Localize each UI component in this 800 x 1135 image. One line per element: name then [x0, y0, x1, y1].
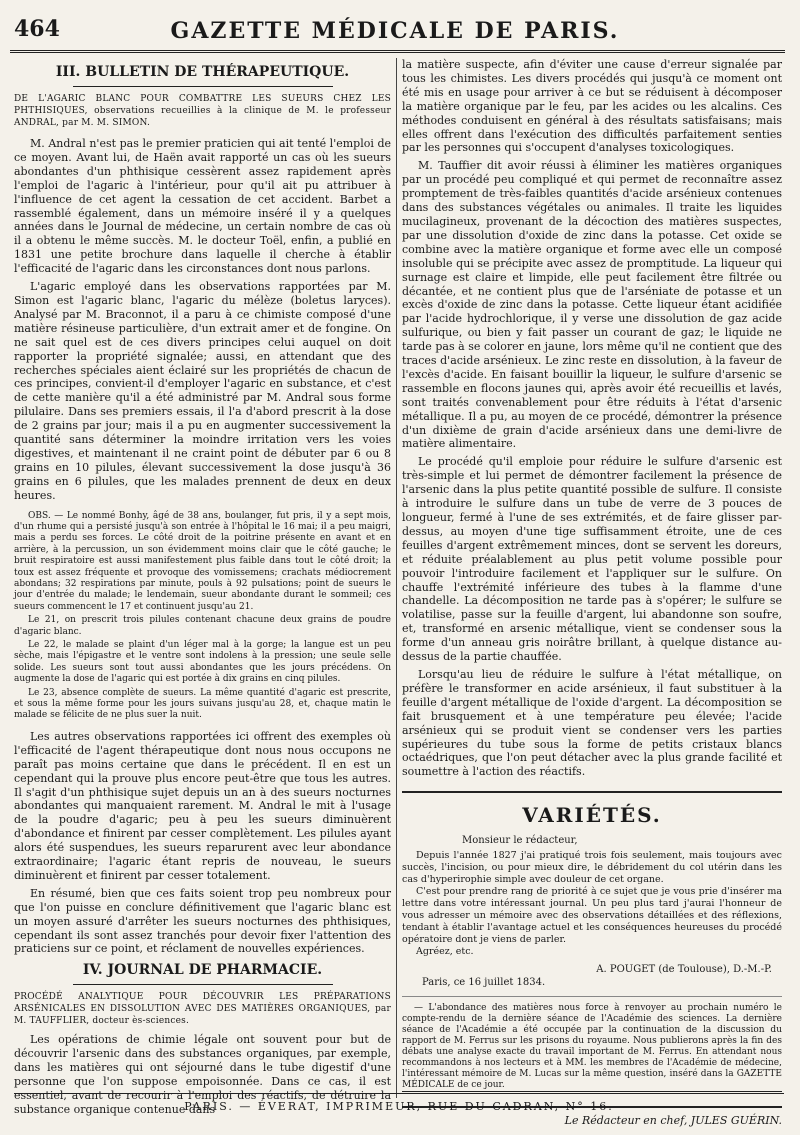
printer-imprint: PARIS. — ÉVERAT, IMPRIMEUR, RUE DU CADRAN, N° 16. [184, 1100, 614, 1113]
section-4-title: IV. JOURNAL DE PHARMACIE. [82, 962, 323, 979]
letter-salutation: Monsieur le rédacteur, [462, 835, 578, 847]
observation-paragraph: Le 22, le malade se plaint d'un léger mal à la gorge; la langue est un peu sèche, mais l'épigastre et le ventre sont indolens à la pression; une seule selle solide. Les sueurs sont tout aussi abondantes que les jours précédens. On augmente la dose de l'agaric qui est portée à dix grains en cinq pilules. [14, 640, 391, 685]
paragraph: la matière suspecte, afin d'éviter une cause d'erreur signalée par tous les chimistes. Les divers procédés qui jusqu'à ce moment ont été mis en usage pour arriver à ce but se réduisent à décomposer la matière organique par le feu, par les acides ou les alcalins. Ces méthodes conduisent en général à des résultats satisfaisans; mais elles offrent dans l'exécution des difficultés parfaitement senties par les personnes qui s'occupent d'analyses toxicologiques. [402, 58, 782, 155]
varietes-title: VARIÉTÉS. [522, 803, 662, 828]
column-divider [396, 58, 397, 1098]
section-3-title: III. BULLETIN DE THÉRAPEUTIQUE. [55, 64, 350, 80]
left-column [14, 58, 391, 1116]
letter-paragraph: C'est pour prendre rang de priorité à ce sujet que je vous prie d'insérer ma lettre dans votre intéressant journal. Un peu plus tard j'aurai l'honneur de vous adresser un mémoire avec des observations détaillées et des réflexions, tendant à établir l'avantage actuel et les conséquences heureuses du procédé opératoire dont je viens de parler. [402, 886, 782, 946]
paragraph: Les autres observations rapportées ici offrent des exemples où l'efficacité de l'agent thérapeutique dont nous nous occupons ne paraît pas moins certaine que dans le précédent. Il en est un cependant qui la prouve plus encore peut-être que tous les autres. Il s'agit d'un phthisique sujet depuis un an à des sueurs nocturnes abondantes qui manquaient rarement. M. Andral le mit à l'usage de la poudre d'agaric; peu à peu les sueurs diminuèrent d'abondance et finirent par cesser complètement. Les pilules ayant alors été suspendues, les sueurs reparurent avec leur abondance extraordinaire; l'agaric étant repris de nouveau, le sueurs diminuèrent et finirent par cesser totalement. [14, 729, 391, 882]
page-header [10, 14, 780, 48]
article-2-heading: PROCÉDÉ ANALYTIQUE POUR DÉCOUVRIR LES PRÉPARATIONS ARSÉNICALES EN DISSOLUTION AVEC DES MATIÈRES ORGANIQUES, par M. TAUFFLIER, docteur ès-sciences. [14, 992, 391, 1027]
paragraph: Le procédé qu'il emploie pour réduire le sulfure d'arsenic est très-simple et lui permet de démontrer facilement la présence de l'arsenic dans la plus petite quantité possible de sulfure. Il consiste à introduire le sulfure dans un tube de verre de 3 pouces de longueur, fermé à l'une de ses extrémités, et de faire glisser par-dessus, au moyen d'une tige suffisamment étroite, une de ces feuilles d'argent extrêmement minces, dont se servent les doreurs, et réduite préalablement au plus petit volume possible pour pouvoir l'introduire facilement et l'appliquer sur le sulfure. On chauffe l'extrémité inférieure des tubes à la flamme d'une chandelle. La décomposition ne tarde pas à s'opérer; le sulfure se volatilise, passe sur la feuille d'argent, lui abandonne son soufre, et, transformé en arsenic métallique, vient se condenser sous la forme d'un anneau gris noirâtre brillant, à quelque distance au-dessus de la partie chauffée. [402, 455, 782, 664]
page-number: 464 [14, 16, 60, 42]
paragraph: Lorsqu'au lieu de réduire le sulfure à l'état métallique, on préfère le transformer en acide arsénieux, il faut substituer à la feuille d'argent métallique de l'oxide d'argent. La décomposition se fait brusquement et à une température peu élevée; l'acide arsénieux qui se produit vient se condenser vers les parties supérieures du tube sous la forme de petits cristaux blancs octaédriques, que l'on peut détacher avec la plus grande facilité et soumettre à l'action des réactifs. [402, 667, 782, 779]
paragraph: L'agaric employé dans les observations rapportées par M. Simon est l'agaric blanc, l'agaric du mélèze (boletus laryces). Analysé par M. Braconnot, il a paru à ce chimiste composé d'une matière résineuse particulière, d'un extrait amer et de fongine. On ne sait quel est de ces divers principes celui auquel on doit rapporter la propriété signalée; aussi, en attendant que des recherches spéciales aient éclairé sur les propriétés de chacun de ces principes, convient-il d'employer l'agaric en substance, et c'est de cette manière qu'il a été administré par M. Andral sous forme pilulaire. Dans ses premiers essais, il l'a d'abord prescrit à la dose de 2 grains par jour; mais il a pu en augmenter successivement la quantité sans déterminer la moindre irritation vers les voies digestives, et maintenant il ne craint point de débuter par 6 ou 8 grains en 10 pilules, élevant successivement la dose jusqu'à 36 grains en 6 pilules, que les malades prennent de deux en deux heures. [14, 280, 391, 502]
varietes-section [402, 791, 782, 1092]
observation-paragraph: Le 21, on prescrit trois pilules contenant chacune deux grains de poudre d'agaric blanc. [14, 615, 391, 637]
observation-paragraph: OBS. — Le nommé Bonhy, âgé de 38 ans, boulanger, fut pris, il y a sept mois, d'un rhume qui a persisté jusqu'à son entrée à l'hôpital le 16 mai; il a peu maigri, mais a perdu ses forces. Le côté droit de la poitrine présente en avant et en arrière, à la percussion, un son évidemment moins clair que le côté gauche; le bruit respiratoire est aussi manifestement plus faible dans tout le côté droit; la toux est assez fréquente et provoque des vomissemens; crachats médiocrement abondans; 32 respirations par minute, pouls à 92 pulsations; point de sueurs le jour d'entrée du malade; le lendemain, sueur abondante durant le sommeil; ces sueurs commencent le 17 et continuent jusqu'au 21. [14, 510, 391, 612]
letter-signature: A. POUGET (de Toulouse), D.-M.-P. [596, 964, 772, 976]
header-rule [10, 50, 785, 53]
editor-signature: Le Rédacteur en chef, JULES GUÉRIN. [402, 1106, 782, 1127]
letter-closing: Agréez, etc. [416, 946, 474, 958]
observation-paragraph: Le 23, absence complète de sueurs. La même quantité d'agaric est prescrite, et sous la même forme pour les jours suivans jusqu'au 28, et, chaque matin le malade se félicite de ne plus suer la nuit. [14, 687, 391, 721]
editorial-note: — L'abondance des matières nous force à renvoyer au prochain numéro le compte-rendu de la dernière séance de l'Académie des sciences. La dernière séance de l'Académie a été occupée par la continuation de la discussion du rapport de M. Ferrus sur les prisons du royaume. Nous publierons après la fin des débats une analyse exacte du travail important de M. Ferrus. En attendant nous recommandons à nos lecteurs et à MM. les membres de l'Académie de médecine, l'intéressant mémoire de M. Lucas sur la même question, inséré dans la GAZETTE MÉDICALE de ce jour. [402, 996, 782, 1091]
paragraph: Les opérations de chimie légale ont souvent pour but de découvrir l'arsenic dans des substances organiques, par exemple, dans les matières qui ont séjourné dans le tube digestif d'une personne que l'on suppose empoisonnée. Dans ce cas, il est essentiel, avant de recourir à l'emploi des réactifs, de détruire la substance organique contenue dans [14, 1033, 391, 1116]
spacer [14, 129, 391, 137]
paragraph: M. Andral n'est pas le premier praticien qui ait tenté l'emploi de ce moyen. Avant lui, de Haën avait rapporté un cas où les sueurs abondantes d'un phthisique cessèrent assez rapidement après l'emploi de l'agaric à l'intérieur, pour qu'il ait pu attribuer à l'influence de cet agent la cessation de cet accident. Barbet a rassemblé également, dans un mémoire inséré il y a quelques années dans le Journal de médecine, un certain nombre de cas où il a obtenu le même succès. M. le docteur Toël, enfin, a publié en 1831 une petite brochure dans laquelle il cherche à établir l'efficacité de l'agaric dans les circonstances dont nous parlons. [14, 137, 391, 276]
article-1-heading: DE L'AGARIC BLANC POUR COMBATTRE LES SUEURS CHEZ LES PHTHISIQUES, observations recueillies à la clinique de M. le professeur ANDRAL, par M. M. SIMON. [14, 94, 391, 128]
letter-date: Paris, ce 16 juillet 1834. [422, 977, 546, 989]
section-divider [73, 984, 333, 985]
paragraph: En résumé, bien que ces faits soient trop peu nombreux pour que l'on puisse en conclure définitivement que l'agaric blanc est un moyen assuré d'arrêter les sueurs nocturnes des phthisiques, cependant ils sont assez tranchés pour devoir fixer l'attention des praticiens sur ce point, et réclament de nouvelles expériences. [14, 886, 391, 956]
section-divider [73, 86, 333, 87]
right-column [402, 58, 782, 1128]
journal-title: GAZETTE MÉDICALE DE PARIS. [170, 18, 620, 44]
paragraph: M. Tauffier dit avoir réussi à éliminer les matières organiques par un procédé peu compliqué et qui permet de reconnaître assez promptement de très-faibles quantités d'acide arsénieux contenues dans des substances végétales ou animales. Il traite les liquides mucilagineux, provenant de la décoction des matières suspectes, par une dissolution d'oxide de zinc dans la potasse. Cet oxide se combine avec la matière organique et forme avec elle un composé insoluble qui se précipite avec assez de promptitude. La liqueur qui surnage est claire et limpide, elle peut facilement être filtrée ou décantée, et ne contient plus que de l'arséniate de potasse et un excès d'oxide de zinc dans la potasse. Cette liqueur étant acidifiée par l'acide hydrochlorique, il y verse une dissolution de gaz acide sulfurique, ou bien y fait passer un courant de gaz; le liquide ne tarde pas à se colorer en jaune, lors même qu'il ne contient que des traces d'acide arsénieux. Le zinc reste en dissolution, à la faveur de l'excès d'acide. En faisant bouillir la liqueur, le sulfure d'arsenic se rassemble en flocons jaunes qui, après avoir été recueillis et lavés, sont traités convenablement pour être réduits à l'état d'arsenic métallique. Il a pu, au moyen de ce procédé, démontrer la présence d'un dixième de grain d'acide arsénieux dans une demi-livre de matière alimentaire. [402, 159, 782, 451]
footer-rule [14, 1093, 784, 1094]
letter-paragraph: Depuis l'année 1827 j'ai pratiqué trois fois seulement, mais toujours avec succès, l'incision, ou pour mieux dire, le débridement du col utérin dans les cas d'hyperirophie simple avec douleur de cet organe. [402, 850, 782, 886]
